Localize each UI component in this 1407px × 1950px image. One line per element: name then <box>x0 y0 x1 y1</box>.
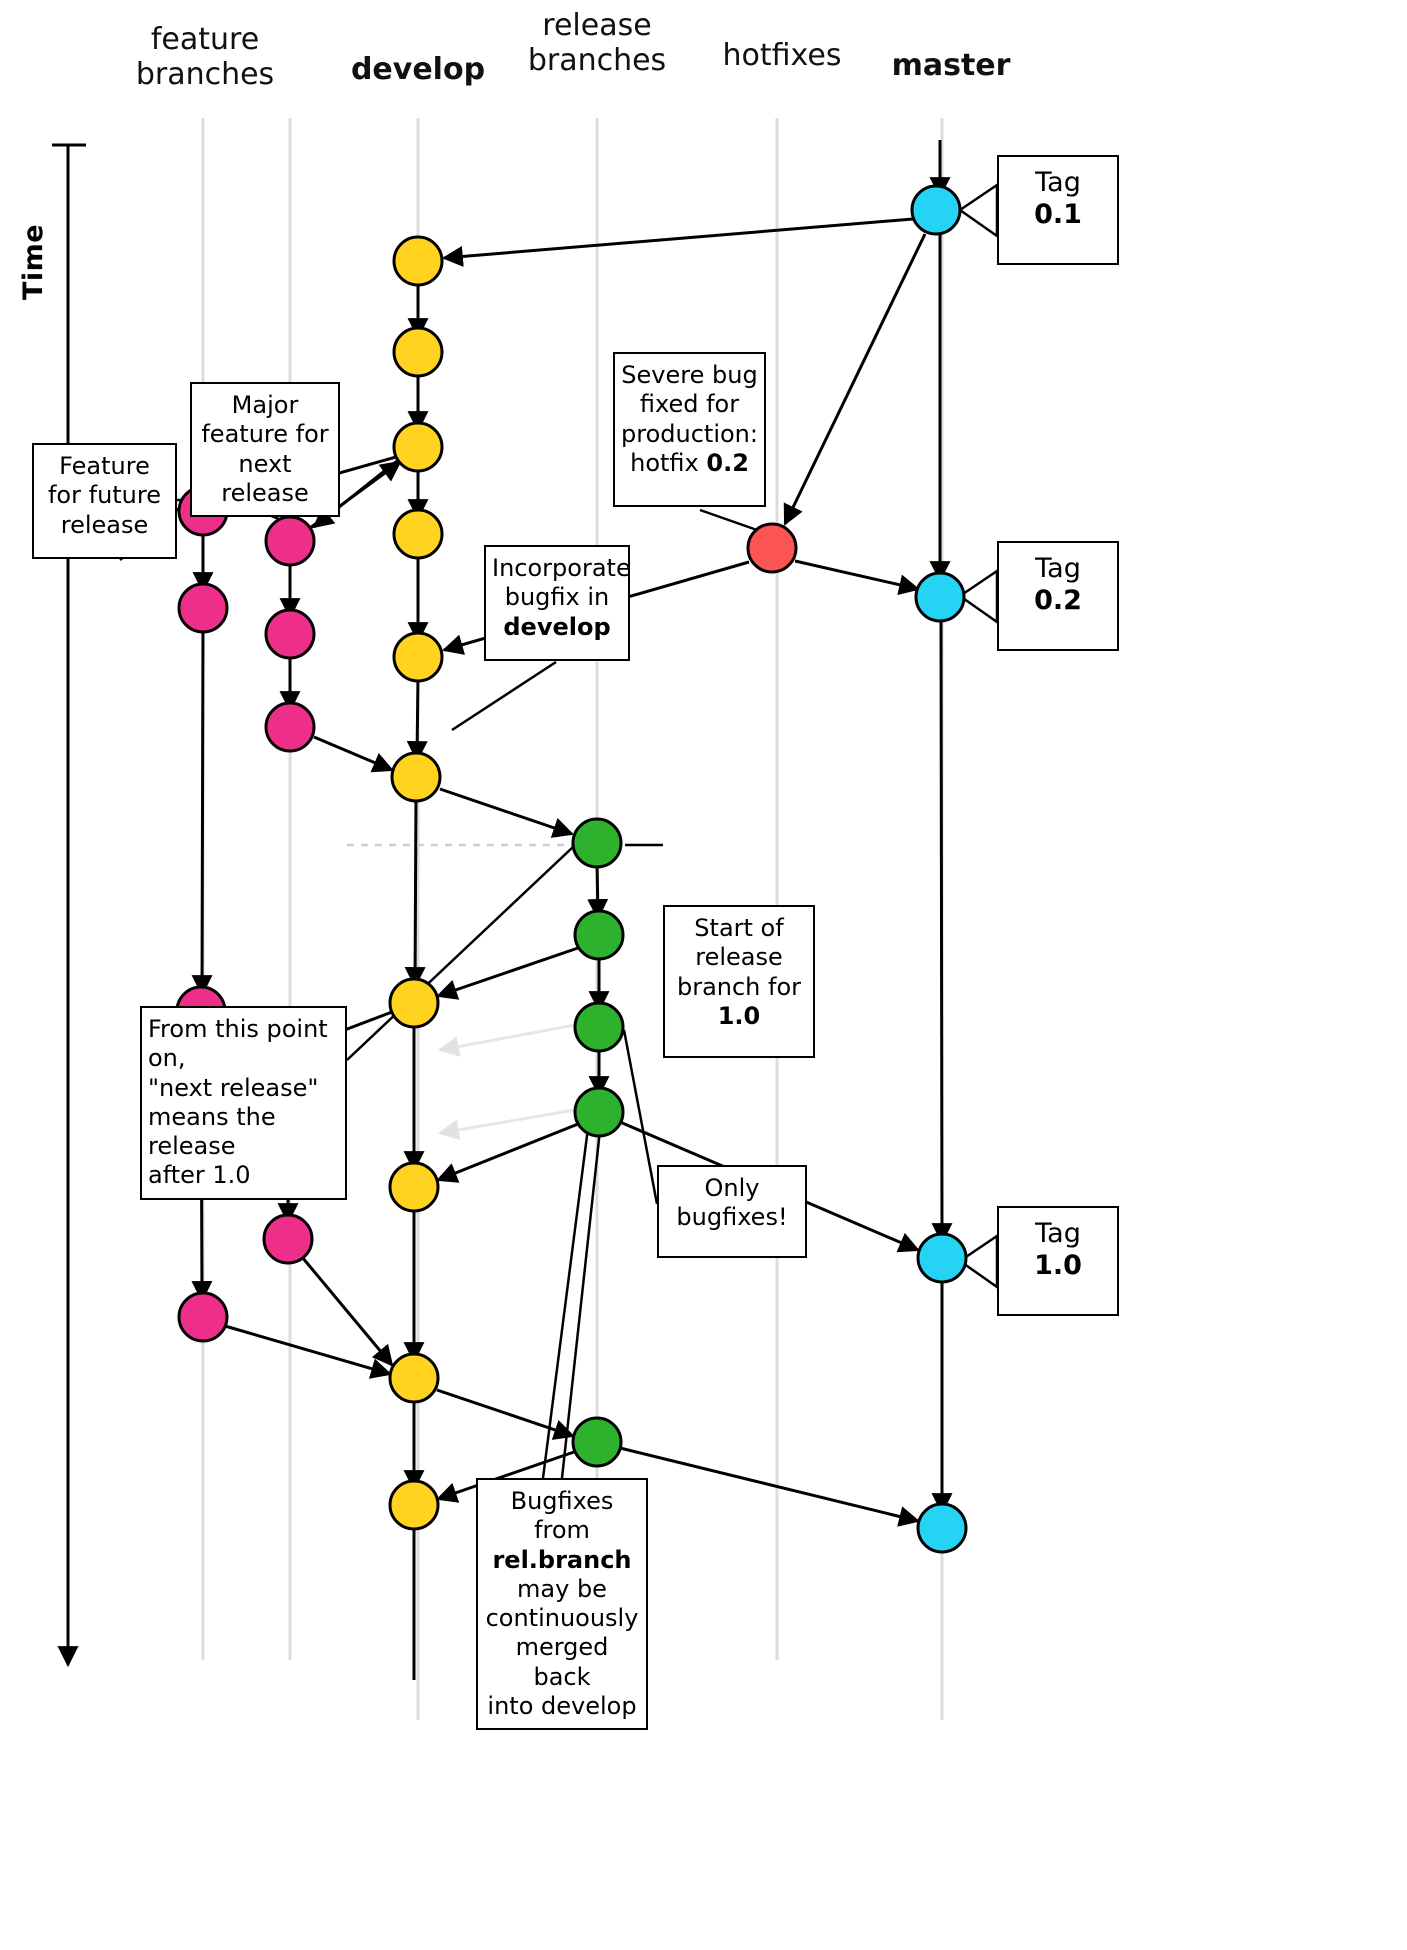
note-line: next release <box>221 449 309 507</box>
tag-label: Tag <box>1035 167 1081 198</box>
node-feature-a4 <box>179 1293 227 1341</box>
node-develop-5 <box>394 633 442 681</box>
tag-version: 0.2 <box>1034 585 1082 617</box>
tag-0-1 <box>997 155 1119 265</box>
node-develop-6 <box>392 753 440 801</box>
tag-1-0 <box>997 1206 1119 1316</box>
node-develop-1 <box>394 237 442 285</box>
node-develop-7 <box>390 979 438 1027</box>
column-header-line: branches <box>135 57 275 93</box>
note-line: 1.0 <box>717 1001 761 1030</box>
note-line: after 1.0 <box>148 1161 251 1190</box>
note-line: Start of <box>694 914 784 942</box>
column-header-line: hotfixes <box>722 38 842 73</box>
column-header-develop <box>328 52 508 87</box>
node-release-2 <box>575 911 623 959</box>
tag-leaders <box>960 185 997 1287</box>
note-line: "next release" <box>148 1073 319 1102</box>
note-line: bugfixes! <box>676 1203 788 1232</box>
node-release-4 <box>575 1088 623 1136</box>
column-header-line: master <box>891 48 1011 83</box>
column-header-release-branches <box>502 8 692 79</box>
node-hotfix-0-2 <box>748 524 796 572</box>
note-feature-future-release <box>32 443 177 559</box>
note-line: From this point on, <box>148 1015 328 1073</box>
node-release-3 <box>575 1003 623 1051</box>
node-develop-4 <box>394 510 442 558</box>
note-line: production: <box>621 419 758 448</box>
note-only-bugfixes <box>657 1165 807 1258</box>
node-release-5 <box>573 1418 621 1466</box>
note-next-release-meaning <box>140 1006 347 1200</box>
node-feature-b3 <box>266 703 314 751</box>
note-line: release <box>695 943 783 972</box>
note-line: bugfix in <box>504 583 610 612</box>
note-line: develop <box>503 612 611 641</box>
node-master-0-1 <box>912 186 960 234</box>
column-header-feature-branches <box>110 22 300 93</box>
note-line: Incorporate <box>492 554 631 582</box>
note-line: Severe bug <box>621 361 758 389</box>
node-develop-9 <box>390 1354 438 1402</box>
note-line: Bugfixes from <box>510 1487 614 1545</box>
tag-0-2 <box>997 541 1119 651</box>
note-line: rel.branch <box>492 1545 632 1574</box>
note-severe-bug-hotfix <box>613 352 766 507</box>
node-feature-b1 <box>266 517 314 565</box>
node-develop-10 <box>390 1481 438 1529</box>
tag-label: Tag <box>1035 553 1081 584</box>
node-develop-8 <box>390 1163 438 1211</box>
column-header-hotfixes <box>687 38 877 73</box>
node-release-1 <box>573 819 621 867</box>
note-bugfixes-merged-back <box>476 1478 648 1730</box>
note-line: branch for <box>676 972 802 1001</box>
tag-version: 1.0 <box>1034 1250 1082 1282</box>
note-line: for future <box>47 481 161 510</box>
node-master-1-0 <box>918 1234 966 1282</box>
node-feature-a2 <box>179 584 227 632</box>
column-header-line: develop <box>350 52 486 87</box>
column-header-line: branches <box>527 43 667 79</box>
node-feature-b6 <box>264 1215 312 1263</box>
node-develop-3 <box>394 423 442 471</box>
note-line: means the release <box>148 1102 276 1161</box>
note-major-feature-next-release <box>190 382 340 517</box>
branch-lines <box>201 140 942 1680</box>
note-line: merged back <box>515 1633 609 1691</box>
note-line: into develop <box>487 1691 637 1720</box>
note-line: Major <box>231 391 299 419</box>
note-incorporate-bugfix <box>484 545 630 661</box>
note-line: fixed for <box>639 390 740 419</box>
tag-version: 0.1 <box>1034 199 1082 231</box>
note-line: may be <box>517 1574 607 1603</box>
note-line: Feature <box>59 452 150 480</box>
note-line: feature for <box>201 420 329 449</box>
column-header-line: feature <box>150 22 260 57</box>
note-line: continuously <box>485 1604 639 1633</box>
faded-bugfix-arrows <box>440 1025 575 1133</box>
note-line: hotfix 0.2 <box>630 448 749 477</box>
note-start-release-branch <box>663 905 815 1058</box>
note-line: Only <box>704 1174 760 1202</box>
tag-label: Tag <box>1035 1218 1081 1249</box>
node-develop-2 <box>394 328 442 376</box>
column-header-master <box>856 48 1046 83</box>
column-header-line: release <box>542 8 652 43</box>
time-axis <box>52 145 86 1665</box>
node-feature-b2 <box>266 610 314 658</box>
node-master-0-2 <box>916 573 964 621</box>
note-line: release <box>60 510 149 539</box>
time-axis-label: Time <box>18 223 49 300</box>
node-master-final <box>918 1504 966 1552</box>
